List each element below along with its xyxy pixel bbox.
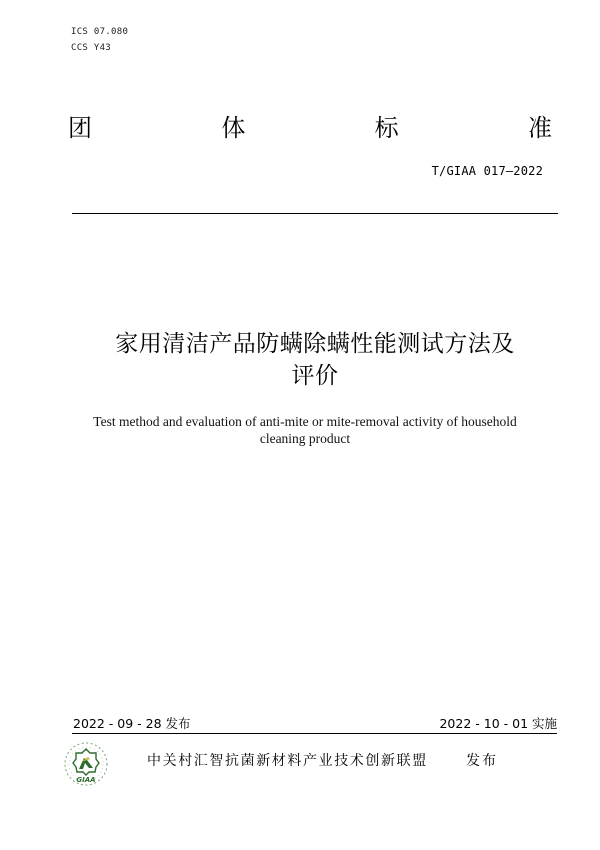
chinese-title-line: 家用清洁产品防螨除螨性能测试方法及	[115, 331, 515, 357]
standard-type-char: 准	[527, 114, 552, 142]
svg-text:GIAA: GIAA	[76, 776, 96, 784]
ics-code: ICS 07.080	[71, 27, 129, 37]
bottom-divider	[72, 733, 557, 734]
standard-type-char: 体	[221, 114, 246, 142]
issuer-action: 发布	[466, 753, 498, 769]
standard-code: T/GIAA 017—2022	[431, 164, 543, 178]
standard-type-heading	[68, 114, 552, 142]
standard-type-char: 标	[374, 114, 399, 142]
publish-date: 2022 - 09 - 28 发布	[73, 716, 191, 731]
giaa-logo-icon	[62, 740, 110, 792]
english-title-line: Test method and evaluation of anti-mite or mite-removal activity of household	[93, 414, 517, 429]
english-title	[40, 413, 570, 447]
standard-type-char: 团	[68, 114, 92, 142]
ccs-code: CCS Y43	[71, 43, 112, 53]
effective-date: 2022 - 10 - 01 实施	[439, 716, 557, 731]
chinese-title-line: 评价	[291, 363, 339, 389]
english-title-line: cleaning product	[259, 431, 351, 446]
issuer-name: 中关村汇智抗菌新材料产业技术创新联盟	[147, 753, 428, 769]
top-divider	[72, 213, 558, 214]
chinese-title	[60, 328, 570, 392]
